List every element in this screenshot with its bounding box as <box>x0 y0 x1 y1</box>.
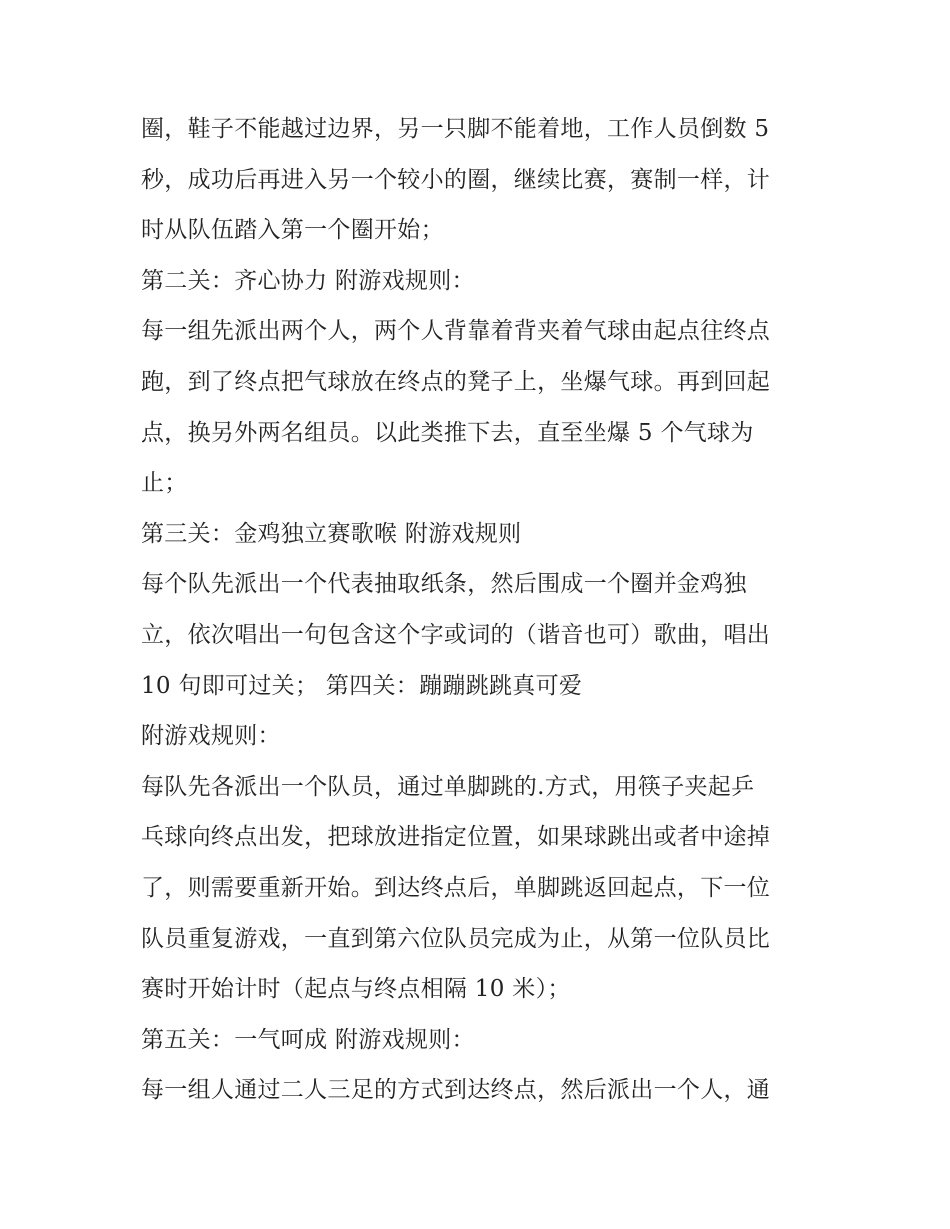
text-line: 点，换另外两名组员。以此类推下去，直至坐爆 5 个气球为 <box>141 419 754 446</box>
rules-label: 附游戏规则： <box>141 723 281 750</box>
text-line: 圈，鞋子不能越过边界，另一只脚不能着地，工作人员倒数 5 <box>141 116 770 142</box>
text-line: 立，依次唱出一句包含这个字或词的（谐音也可）歌曲，唱出 <box>141 621 771 648</box>
document-body <box>141 104 821 1116</box>
text-line: 了，则需要重新开始。到达终点后，单脚跳返回起点，下一位 <box>141 874 771 901</box>
text-line: 赛时开始计时（起点与终点相隔 10 米）； <box>141 976 571 1003</box>
section-heading-level-2: 第二关：齐心协力 附游戏规则： <box>141 267 475 294</box>
text-line: 每队先各派出一个队员，通过单脚跳的.方式，用筷子夹起乒 <box>141 773 755 800</box>
text-line: 队员重复游戏，一直到第六位队员完成为止，从第一位队员比 <box>141 925 771 952</box>
text-line: 秒，成功后再进入另一个较小的圈，继续比赛，赛制一样，计 <box>141 166 771 193</box>
text-line: 每一组人通过二人三足的方式到达终点，然后派出一个人，通 <box>141 1077 771 1104</box>
text-line: 止； <box>141 470 188 497</box>
text-line: 每个队先派出一个代表抽取纸条，然后围成一个圈并金鸡独 <box>141 571 747 598</box>
text-line: 10 句即可过关； 第四关：蹦蹦跳跳真可爱 <box>141 672 583 699</box>
text-line: 跑，到了终点把气球放在终点的凳子上，坐爆气球。再到回起 <box>141 368 771 395</box>
text-line: 乓球向终点出发，把球放进指定位置，如果球跳出或者中途掉 <box>141 824 771 851</box>
text-line: 时从队伍踏入第一个圈开始； <box>141 217 444 244</box>
section-heading-level-5: 第五关：一气呵成 附游戏规则： <box>141 1026 475 1053</box>
section-heading-level-3: 第三关：金鸡独立赛歌喉 附游戏规则 <box>141 520 522 547</box>
text-line: 每一组先派出两个人，两个人背靠着背夹着气球由起点往终点 <box>141 318 771 345</box>
